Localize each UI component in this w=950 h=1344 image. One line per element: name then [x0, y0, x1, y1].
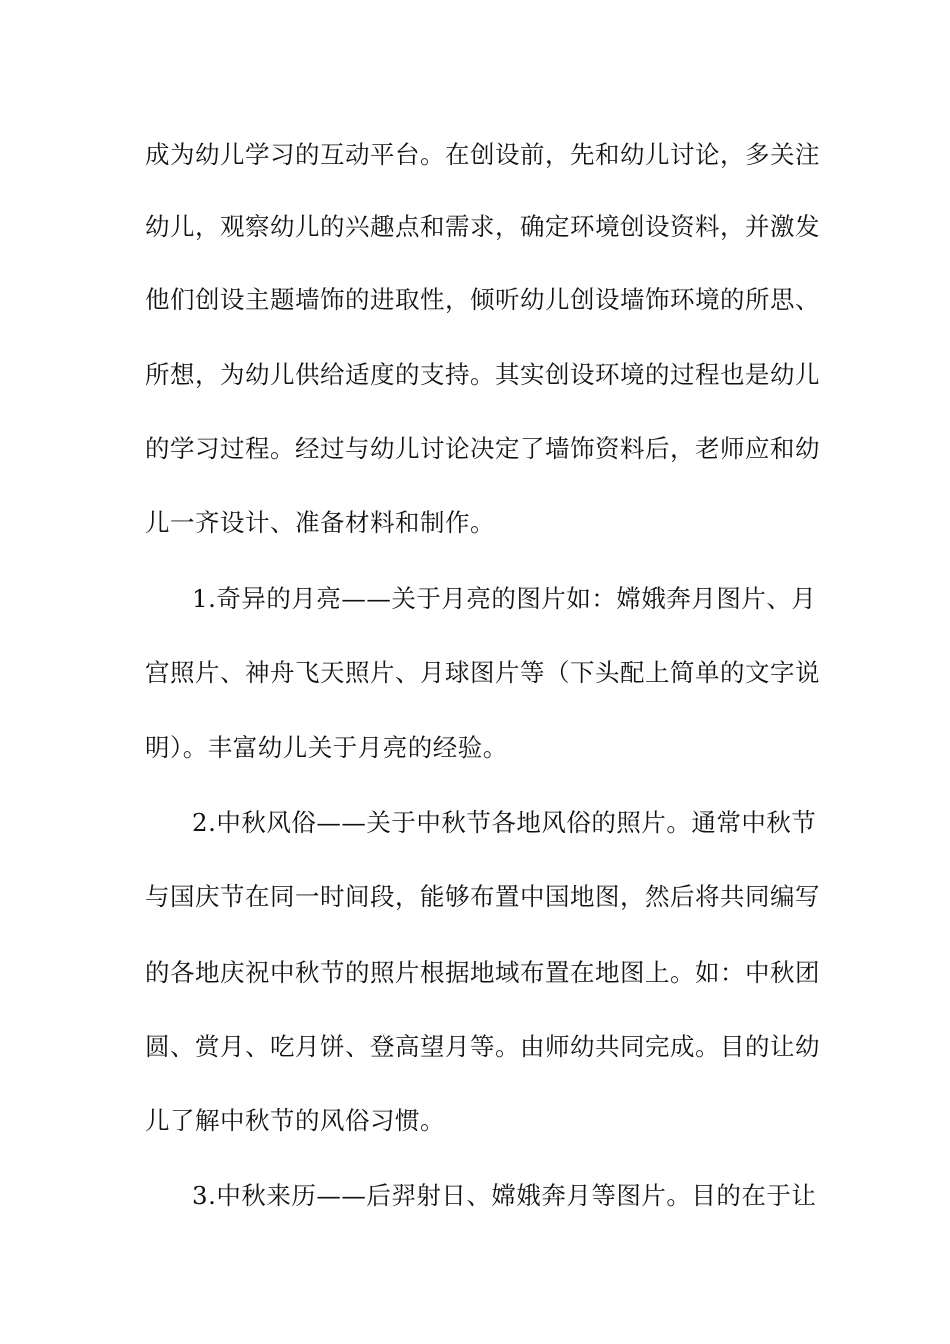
text-line: 幼儿，观察幼儿的兴趣点和需求，确定环境创设资料，并激发 [145, 212, 820, 241]
text-line: 他们创设主题墙饰的进取性，倾听幼儿创设墙饰环境的所思、 [145, 285, 820, 314]
list-item-2: 2.中秋风俗——关于中秋节各地风俗的照片。通常中秋节 [192, 808, 817, 837]
text-line: 儿一齐设计、准备材料和制作。 [145, 508, 495, 537]
list-item-1: 1.奇异的月亮——关于月亮的图片如：嫦娥奔月图片、月 [192, 584, 817, 613]
text-line: 成为幼儿学习的互动平台。在创设前，先和幼儿讨论，多关注 [145, 140, 820, 169]
text-line: 儿了解中秋节的风俗习惯。 [145, 1106, 445, 1135]
text-line: 的学习过程。经过与幼儿讨论决定了墙饰资料后，老师应和幼 [145, 434, 820, 463]
text-line: 明）。丰富幼儿关于月亮的经验。 [145, 733, 508, 762]
list-item-3: 3.中秋来历——后羿射日、嫦娥奔月等图片。目的在于让 [192, 1181, 817, 1210]
text-line: 所想，为幼儿供给适度的支持。其实创设环境的过程也是幼儿 [145, 360, 820, 389]
document-page [145, 0, 820, 1344]
text-line: 与国庆节在同一时间段，能够布置中国地图，然后将共同编写 [145, 882, 820, 911]
text-line: 宫照片、神舟飞天照片、月球图片等（下头配上简单的文字说 [145, 658, 820, 687]
text-line: 圆、赏月、吃月饼、登高望月等。由师幼共同完成。目的让幼 [145, 1032, 820, 1061]
text-line: 的各地庆祝中秋节的照片根据地域布置在地图上。如：中秋团 [145, 958, 820, 987]
